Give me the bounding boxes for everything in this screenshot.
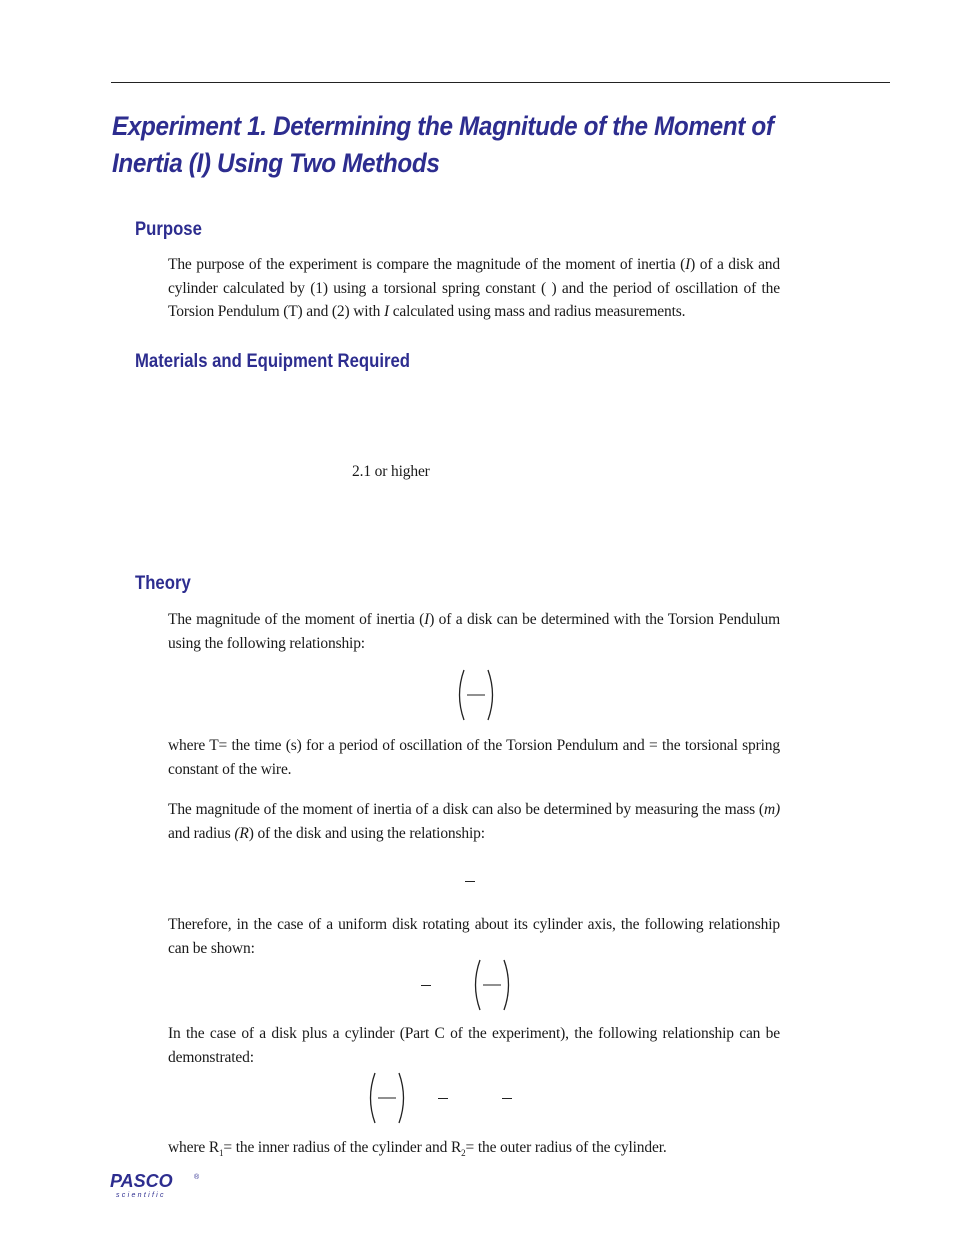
title-line-1: Experiment 1. Determining the Magnitude of the Moment of — [112, 111, 774, 141]
equation-4-parentheses — [367, 1071, 407, 1125]
theory-paragraph-4: Therefore, in the case of a uniform disk rotating about its cylinder axis, the following relationship can be shown: — [168, 916, 780, 957]
equation-4-fraction-bar-2 — [502, 1098, 512, 1099]
equation-3-parentheses — [472, 958, 512, 1012]
theory-heading: Theory — [135, 573, 191, 594]
theory-paragraph-6: where $R_1=$ the inner radius of the cylinder and $R_2=$ the outer radius of the cylinder. — [168, 1139, 667, 1159]
equation-1-parentheses — [456, 668, 496, 722]
theory-paragraph-1: The magnitude of the moment of inertia (I) of a disk can be determined with the Torsion Pendulum using the following relationship: — [168, 611, 780, 652]
purpose-heading: Purpose — [135, 219, 202, 240]
purpose-paragraph: The purpose of the experiment is compare the magnitude of the moment of inertia (I) of a disk and cylinder calculated by (1) using a torsional spring constant ( ) and the period of oscillation of the Torsion Pendulum (T) and (2) with I calculated using mass and radius measurements. — [168, 256, 781, 320]
theory-paragraph-2: where T= the time (s) for a period of oscillation of the Torsion Pendulum and = the torsional spring constant of the wire. — [168, 737, 780, 778]
pasco-logo — [108, 1170, 208, 1200]
experiment-title — [112, 108, 796, 182]
software-version: 2.1 or higher — [352, 463, 430, 480]
theory-paragraph-3: The magnitude of the moment of inertia of a disk can also be determined by measuring the mass (m) and radius (R) of the disk and using the relationship: — [168, 801, 780, 842]
equation-3-fraction-bar — [421, 985, 431, 986]
equation-4-fraction-bar-1 — [438, 1098, 448, 1099]
equation-2-fraction-bar — [465, 881, 475, 882]
materials-heading: Materials and Equipment Required — [135, 351, 410, 372]
registered-mark: ® — [194, 1174, 200, 1181]
logo-subtext: scientific — [116, 1192, 166, 1199]
header-rule — [111, 82, 890, 83]
title-line-2: Inertia (I) Using Two Methods — [112, 148, 440, 178]
logo-text: PASCO — [110, 1171, 173, 1191]
theory-paragraph-5: In the case of a disk plus a cylinder (Part C of the experiment), the following relationship can be demonstrated: — [168, 1025, 780, 1066]
